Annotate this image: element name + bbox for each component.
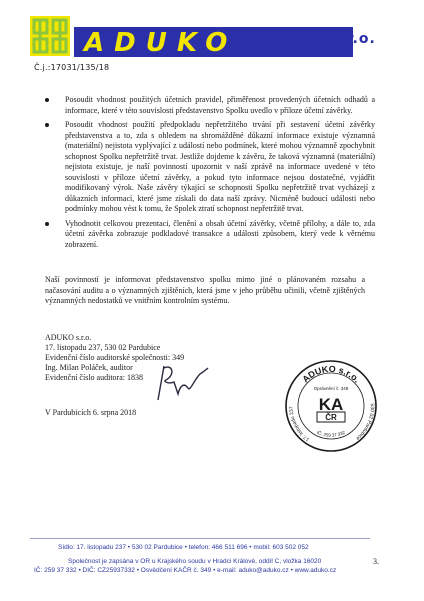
stamp-street: 17. listopadu 237 (288, 406, 311, 443)
stamp-city: 530 02 Pardubice (354, 403, 375, 442)
bullet-icon (45, 98, 49, 102)
stamp-top-text: ADUKO s.r.o. (300, 363, 362, 385)
logo-grid-icon (30, 16, 70, 56)
svg-text:17. listopadu 237 (288, 406, 310, 442)
list-item (45, 120, 375, 215)
company-address: 17. listopadu 237, 530 02 Pardubice (45, 343, 161, 352)
reference-number: Č.j.:17031/135/18 (34, 63, 110, 72)
company-name: ADUKO s.r.o. (45, 333, 92, 342)
bullet-icon (45, 123, 49, 127)
bullet-icon (45, 222, 49, 226)
body-paragraph: Naší povinností je informovat představenstvo spolku mimo jiné o plánovaném rozsahu a načasování auditu a o významných zjištěních, která jsme v jeho průběhu učinili, včetně zjištěných významných nedostatků ve vnitřním kontrolním systému. (45, 275, 365, 305)
auditor-name: Ing. Milan Poláček, auditor (45, 363, 133, 372)
list-item (45, 219, 375, 251)
logo-wordmark: ADUKO (84, 28, 238, 58)
place-date: V Pardubicích 6. srpna 2018 (45, 408, 137, 417)
list-item-text: Posoudit vhodnost použití předpokladu nepřetržitého trvání při sestavení účetní závěrky představenstva a to, zda s ohledem na shromážděné důkazní informace existuje významná (materiální) nejistota vyplývající z událostí nebo podmínek, které mohou významně zpochybnit schopnost Spolku nepřetržitě trvat. Jestliže dojdeme k závěru, že taková významná (materiální) nejistota existuje, je naší povinností upozornit v naší zprávě na informace uvedené v této souvislosti v příloze účetní závěrky, a pokud tyto informace nejsou dostatečné, vyjádřit modifikovaný výrok. Naše závěry týkající se schopnosti Spolku nepřetržitě trvat vycházejí z důkazních informací, které jsme získali do data naší zprávy. Nicméně budoucí události nebo podmínky mohou vést k tomu, že Spolek ztratí schopnost nepřetržitě trvat. (65, 120, 375, 213)
logo-suffix: s.r.o. (331, 31, 376, 47)
list-item-text: Posoudit vhodnost použitých účetních pravidel, přiměřenost provedených účetních odhadů a informace, které v této souvislosti představenstvo Spolku uvedlo v příloze účetní závěrky. (65, 95, 375, 115)
company-logo (28, 10, 408, 70)
footer-divider (30, 538, 370, 539)
svg-text:IČ: 259 37 332 (316, 429, 346, 437)
page-number: 3. (373, 557, 379, 566)
bullet-list (45, 95, 375, 254)
footer-contacts: IČ: 259 37 332 • DIČ: CZ25937332 • Osvědčení KAČR č. 349 • e-mail: aduko@aduko.cz • www.aduko.cz (34, 567, 337, 574)
company-stamp (283, 358, 379, 454)
auditor-registration: Evidenční číslo auditora: 1838 (45, 373, 143, 382)
stamp-license: Oprávnění č. 349 (313, 386, 349, 391)
stamp-ka: KA (318, 395, 344, 414)
list-item (45, 95, 375, 116)
list-item-text: Vyhodnotit celkovou prezentaci, členění a obsah účetní závěrky, včetně přílohy, a dále to, zda účetní závěrka zobrazuje podkladové transakce a události způsobem, který vede k věrnému zobrazení. (65, 218, 375, 249)
footer-address: Sídlo: 17. listopadu 237 • 530 02 Pardubice • telefon: 466 511 696 • mobil: 603 502 052 (58, 544, 309, 551)
stamp-cr: ČR (325, 413, 337, 422)
footer-registry: Společnost je zapsána v OR u Krajského soudu v Hradci Králové, oddíl C, vložka 16020 (68, 558, 322, 565)
stamp-ic: IČ: 259 37 332 (316, 429, 346, 438)
company-registration: Evidenční číslo auditorské společnosti: 349 (45, 353, 185, 362)
handwritten-signature (150, 360, 210, 405)
